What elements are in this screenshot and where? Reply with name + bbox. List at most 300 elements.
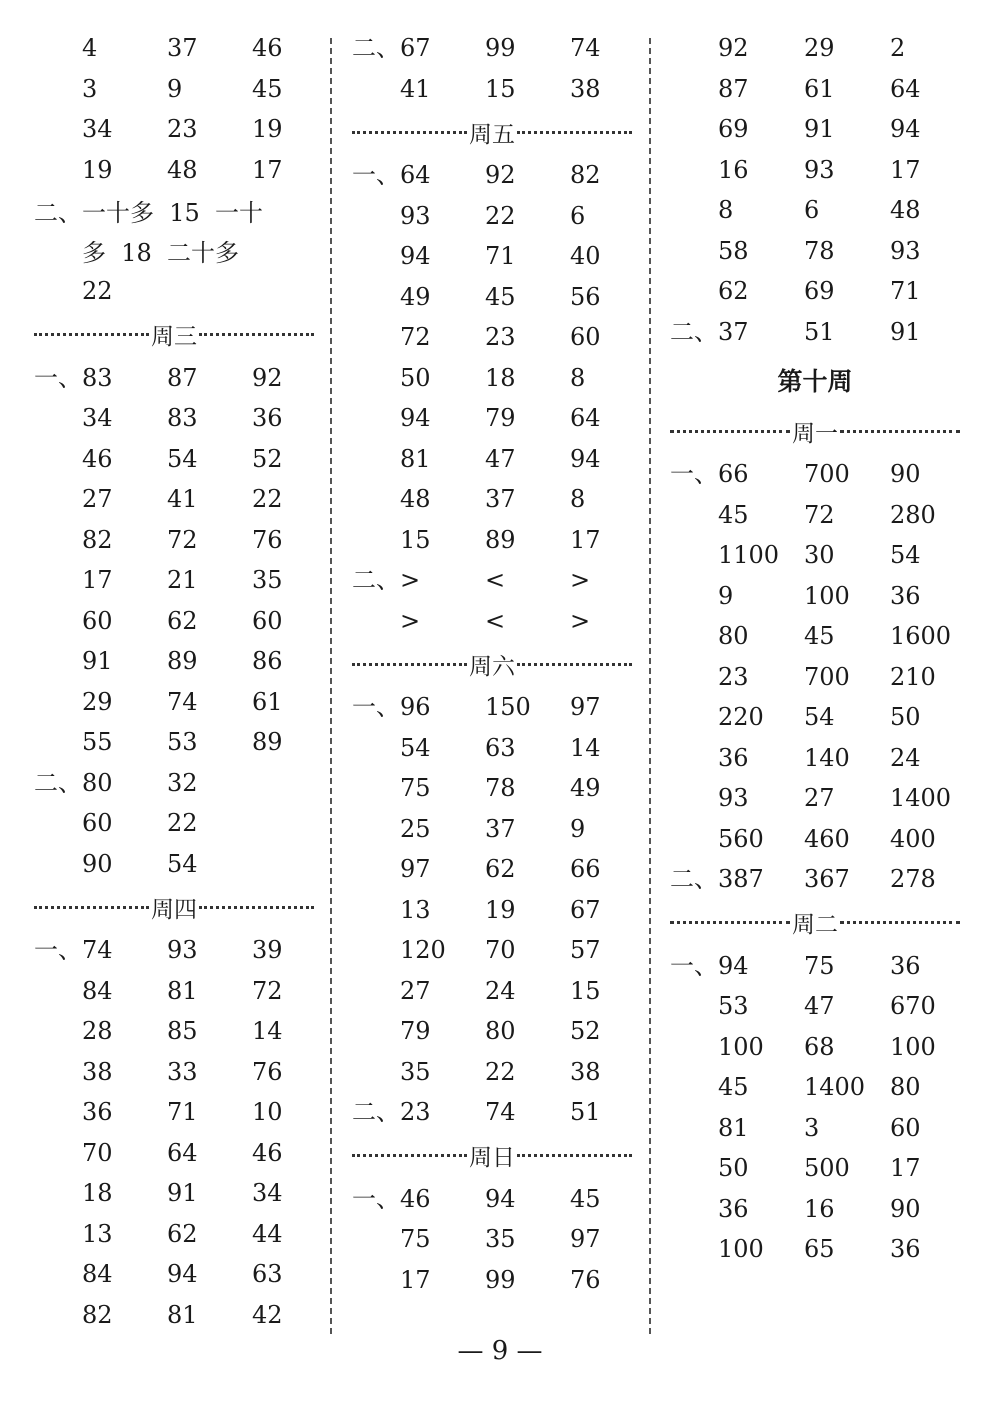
answer-value: 91 — [804, 115, 835, 144]
answer-value: 62 — [718, 277, 749, 306]
answer-value: 70 — [485, 936, 516, 965]
answer-value: 89 — [252, 728, 283, 757]
answer-value: 80 — [718, 622, 749, 651]
answer-value: 94 — [890, 115, 921, 144]
answer-value: 41 — [400, 74, 431, 103]
answer-value: 210 — [890, 662, 936, 691]
answer-value: 45 — [718, 1073, 749, 1102]
answer-value: 4 — [82, 34, 98, 63]
answer-value: 29 — [82, 687, 113, 716]
answer-row — [670, 190, 960, 231]
answer-value: 45 — [718, 500, 749, 529]
answer-row — [34, 930, 314, 971]
answer-value: 49 — [570, 774, 601, 803]
answer-row — [34, 682, 314, 723]
answer-value: 60 — [82, 809, 113, 838]
answer-row — [670, 495, 960, 536]
answer-value: 79 — [400, 1017, 431, 1046]
answer-row — [34, 439, 314, 480]
answer-value: 60 — [82, 606, 113, 635]
answer-value: 16 — [804, 1194, 835, 1223]
answer-row — [352, 1260, 632, 1301]
answer-value: 45 — [252, 74, 283, 103]
answer-row — [352, 277, 632, 318]
answer-value: 23 — [167, 115, 198, 144]
answer-value: 17 — [890, 1154, 921, 1183]
answer-value: 62 — [485, 855, 516, 884]
answer-row — [670, 312, 960, 353]
answer-value: 120 — [400, 936, 446, 965]
answer-value: 75 — [400, 1225, 431, 1254]
answer-row — [670, 946, 960, 987]
answer-row — [670, 454, 960, 495]
question-label: 一、 — [670, 460, 718, 489]
part1-block — [670, 946, 960, 1270]
part1-block — [34, 930, 314, 1335]
answer-value: 78 — [804, 236, 835, 265]
answer-row — [670, 1067, 960, 1108]
answer-value: > — [400, 566, 421, 595]
answer-value: 71 — [890, 277, 921, 306]
answer-value: 6 — [804, 196, 820, 225]
question-label: 二、 — [34, 768, 82, 797]
answer-value: 45 — [485, 282, 516, 311]
answer-value: 72 — [252, 976, 283, 1005]
dotted-leader — [840, 430, 960, 433]
answer-value: 38 — [570, 74, 601, 103]
answer-value: 90 — [82, 849, 113, 878]
day-header-sat — [352, 641, 632, 687]
answer-value: 74 — [167, 687, 198, 716]
answer-value: 74 — [485, 1098, 516, 1127]
answer-value: 69 — [718, 115, 749, 144]
answer-value: 17 — [82, 566, 113, 595]
answer-row — [34, 520, 314, 561]
answer-row — [352, 768, 632, 809]
answer-value: 9 — [570, 814, 586, 843]
answer-value: 52 — [252, 444, 283, 473]
answer-row — [34, 398, 314, 439]
answer-row — [34, 1214, 314, 1255]
answer-value: 69 — [804, 277, 835, 306]
answer-value: 24 — [890, 743, 921, 772]
day-title: 周日 — [469, 1145, 515, 1171]
day-header-mon — [670, 408, 960, 454]
answer-row — [670, 657, 960, 698]
answer-value: 45 — [570, 1184, 601, 1213]
answer-value: 83 — [167, 404, 198, 433]
question-label: 二、 — [352, 1098, 400, 1127]
answer-value: 46 — [252, 34, 283, 63]
question-label: 一、 — [352, 1184, 400, 1213]
answer-value: 25 — [400, 814, 431, 843]
answer-value: 1600 — [890, 622, 952, 651]
answer-row — [34, 844, 314, 885]
part1-block — [352, 687, 632, 1092]
question-label: 一、 — [352, 693, 400, 722]
answer-value: 45 — [804, 622, 835, 651]
answer-value: 140 — [804, 743, 850, 772]
answer-value: 81 — [167, 976, 198, 1005]
answer-value: > — [400, 606, 421, 635]
answer-value: 94 — [485, 1184, 516, 1213]
answer-value: 93 — [400, 201, 431, 230]
answer-value: 41 — [167, 485, 198, 514]
part2-block — [670, 312, 960, 353]
answer-value: 34 — [82, 115, 113, 144]
answer-value: 97 — [400, 855, 431, 884]
answer-value: 94 — [167, 1260, 198, 1289]
answer-value: 46 — [252, 1138, 283, 1167]
answer-value: 18 — [485, 363, 516, 392]
answer-value: 100 — [718, 1032, 764, 1061]
answer-row — [34, 1295, 314, 1336]
answer-value: 64 — [570, 404, 601, 433]
answer-value: 2 — [890, 34, 906, 63]
answer-value: 23 — [718, 662, 749, 691]
answer-row — [352, 439, 632, 480]
answer-value: 72 — [804, 500, 835, 529]
answer-row — [670, 1027, 960, 1068]
dotted-leader — [670, 921, 790, 924]
answer-value: 22 — [485, 201, 516, 230]
answer-row — [34, 1133, 314, 1174]
answer-value: 66 — [718, 460, 749, 489]
answer-row — [670, 150, 960, 191]
answer-row — [34, 641, 314, 682]
answer-value: 36 — [890, 1235, 921, 1264]
answer-value: 17 — [400, 1265, 431, 1294]
answer-row — [352, 1179, 632, 1220]
answer-value: 62 — [167, 1219, 198, 1248]
answer-value: 3 — [82, 74, 98, 103]
answer-value: 23 — [400, 1098, 431, 1127]
part2-text-line: 22 — [82, 277, 113, 306]
answer-value: 48 — [400, 485, 431, 514]
answer-value: 400 — [890, 824, 936, 853]
dotted-leader — [34, 906, 149, 909]
answer-value: 76 — [570, 1265, 601, 1294]
answer-value: 8 — [570, 485, 586, 514]
answer-value: 1100 — [718, 541, 780, 570]
answer-value: 8 — [718, 196, 734, 225]
answer-row — [352, 236, 632, 277]
answer-value: 85 — [167, 1017, 198, 1046]
answer-value: 220 — [718, 703, 764, 732]
answer-value: 367 — [804, 865, 850, 894]
answer-value: 27 — [82, 485, 113, 514]
answer-value: 71 — [167, 1098, 198, 1127]
day-title: 周一 — [792, 420, 838, 447]
answer-value: 17 — [252, 155, 283, 184]
part1-block — [352, 155, 632, 560]
day-header-sun — [352, 1133, 632, 1179]
answer-value: 64 — [890, 74, 921, 103]
answer-value: 92 — [718, 34, 749, 63]
answer-value: 75 — [804, 951, 835, 980]
answer-value: 67 — [570, 895, 601, 924]
day-title: 周六 — [469, 653, 515, 680]
day-title: 周五 — [469, 121, 515, 148]
answer-column-1 — [34, 28, 314, 1335]
answer-value: 22 — [485, 1057, 516, 1086]
answer-value: 91 — [82, 647, 113, 676]
answer-value: 14 — [252, 1017, 283, 1046]
answer-value: 60 — [570, 323, 601, 352]
answer-value: 10 — [252, 1098, 283, 1127]
answer-row — [670, 738, 960, 779]
answer-row — [34, 28, 314, 69]
answer-value: 27 — [400, 976, 431, 1005]
column-divider-left — [330, 38, 332, 1334]
answer-value: 64 — [167, 1138, 198, 1167]
dotted-leader — [517, 1154, 632, 1157]
answer-value: 53 — [718, 992, 749, 1021]
answer-value: 37 — [485, 485, 516, 514]
answer-value: 84 — [82, 1260, 113, 1289]
answer-value: 54 — [890, 541, 921, 570]
answer-value: 13 — [82, 1219, 113, 1248]
answer-row — [352, 809, 632, 850]
answer-row — [670, 69, 960, 110]
answer-row — [352, 1092, 632, 1133]
answer-row — [34, 560, 314, 601]
answer-row — [670, 986, 960, 1027]
question-label: 一、 — [670, 951, 718, 980]
dotted-leader — [352, 663, 467, 666]
dotted-leader — [352, 131, 467, 134]
day-title: 周三 — [151, 324, 197, 350]
answer-row — [670, 697, 960, 738]
answer-value: 50 — [400, 363, 431, 392]
answer-value: 76 — [252, 525, 283, 554]
answer-value: 80 — [890, 1073, 921, 1102]
answer-row — [670, 616, 960, 657]
answer-value: 8 — [570, 363, 586, 392]
answer-value: 21 — [167, 566, 198, 595]
part2-block — [352, 1092, 632, 1133]
answer-value: 54 — [400, 733, 431, 762]
answer-value: 67 — [400, 34, 431, 63]
answer-value: 60 — [252, 606, 283, 635]
answer-value: 79 — [485, 404, 516, 433]
question-label: 二、 — [670, 317, 718, 346]
answer-value: 50 — [718, 1154, 749, 1183]
answer-value: 36 — [82, 1098, 113, 1127]
answer-row — [352, 28, 632, 69]
answer-row — [670, 109, 960, 150]
answer-value: 9 — [167, 74, 183, 103]
answer-value: 94 — [400, 404, 431, 433]
answer-value: 91 — [167, 1179, 198, 1208]
answer-value: 74 — [570, 34, 601, 63]
answer-value: 280 — [890, 500, 936, 529]
page-number: — 9 — — [457, 1336, 543, 1366]
dotted-leader — [517, 663, 632, 666]
answer-row — [34, 1254, 314, 1295]
answer-value: 500 — [804, 1154, 850, 1183]
answer-value: 13 — [400, 895, 431, 924]
answer-value: 75 — [400, 774, 431, 803]
answer-row — [352, 1011, 632, 1052]
answer-value: 86 — [252, 647, 283, 676]
column-divider-right — [649, 38, 651, 1334]
answer-row — [34, 1092, 314, 1133]
answer-value: 22 — [167, 809, 198, 838]
part1-block — [352, 1179, 632, 1301]
answer-value: 40 — [570, 242, 601, 271]
answer-value: 54 — [804, 703, 835, 732]
answer-row — [352, 155, 632, 196]
answer-value: 94 — [718, 951, 749, 980]
answer-value: 57 — [570, 936, 601, 965]
answer-value: 1400 — [890, 784, 952, 813]
answer-value: 36 — [718, 743, 749, 772]
answer-value: 74 — [82, 936, 113, 965]
answer-value: 33 — [167, 1057, 198, 1086]
answer-value: 99 — [485, 1265, 516, 1294]
answer-value: 99 — [485, 34, 516, 63]
answer-value: 96 — [400, 693, 431, 722]
answer-value: 71 — [485, 242, 516, 271]
answer-value: 91 — [890, 317, 921, 346]
answer-row — [670, 1229, 960, 1270]
answer-value: 82 — [82, 1300, 113, 1329]
answer-value: 78 — [485, 774, 516, 803]
answer-row — [34, 1052, 314, 1093]
answer-value: 670 — [890, 992, 936, 1021]
answer-value: 36 — [890, 581, 921, 610]
answer-value: 65 — [804, 1235, 835, 1264]
answer-value: 100 — [718, 1235, 764, 1264]
part2-block — [34, 763, 314, 885]
answer-value: 460 — [804, 824, 850, 853]
answer-value: 66 — [570, 855, 601, 884]
answer-value: 100 — [804, 581, 850, 610]
answer-value: 278 — [890, 865, 936, 894]
answer-value: 93 — [890, 236, 921, 265]
answer-row — [670, 576, 960, 617]
answer-value: 46 — [82, 444, 113, 473]
answer-row — [34, 69, 314, 110]
dotted-leader — [34, 333, 149, 336]
answer-value: 81 — [400, 444, 431, 473]
answer-value: 6 — [570, 201, 586, 230]
answer-row — [352, 317, 632, 358]
intro-block — [34, 28, 314, 190]
answer-value: 19 — [252, 115, 283, 144]
day-header-thu — [34, 884, 314, 930]
answer-value: 93 — [718, 784, 749, 813]
intro-block — [352, 28, 632, 109]
answer-value: < — [485, 566, 506, 595]
answer-value: 61 — [252, 687, 283, 716]
answer-value: 150 — [485, 693, 531, 722]
answer-value: 54 — [167, 849, 198, 878]
answer-row — [352, 398, 632, 439]
answer-value: 34 — [82, 404, 113, 433]
answer-row — [34, 1173, 314, 1214]
answer-row — [352, 849, 632, 890]
answer-value: 29 — [804, 34, 835, 63]
answer-value: 55 — [82, 728, 113, 757]
answer-value: 700 — [804, 662, 850, 691]
answer-value: 17 — [570, 525, 601, 554]
answer-value: 52 — [570, 1017, 601, 1046]
day-header-wed — [34, 312, 314, 358]
answer-value: 76 — [252, 1057, 283, 1086]
dotted-leader — [840, 921, 960, 924]
answer-value: 32 — [167, 768, 198, 797]
question-label: 二、 — [352, 566, 400, 595]
answer-value: 51 — [804, 317, 835, 346]
answer-value: 44 — [252, 1219, 283, 1248]
answer-value: 15 — [485, 74, 516, 103]
answer-value: 61 — [804, 74, 835, 103]
answer-value: 36 — [718, 1194, 749, 1223]
dotted-leader — [670, 430, 790, 433]
answer-row — [352, 520, 632, 561]
question-label: 一、 — [352, 161, 400, 190]
answer-value: 15 — [570, 976, 601, 1005]
question-label: 一、 — [34, 936, 82, 965]
answer-value: 72 — [167, 525, 198, 554]
answer-value: 90 — [890, 1194, 921, 1223]
answer-value: 70 — [82, 1138, 113, 1167]
answer-value: 700 — [804, 460, 850, 489]
answer-value: 27 — [804, 784, 835, 813]
answer-column-3 — [670, 28, 960, 1270]
answer-row — [352, 1052, 632, 1093]
answer-value: 17 — [890, 155, 921, 184]
answer-value: > — [570, 566, 591, 595]
answer-row — [670, 535, 960, 576]
answer-value: 62 — [167, 606, 198, 635]
answer-value: 35 — [485, 1225, 516, 1254]
answer-value: 89 — [167, 647, 198, 676]
answer-value: 63 — [252, 1260, 283, 1289]
answer-value: 9 — [718, 581, 734, 610]
answer-value: 39 — [252, 936, 283, 965]
answer-value: 64 — [400, 161, 431, 190]
answer-value: < — [485, 606, 506, 635]
answer-value: 51 — [570, 1098, 601, 1127]
answer-value: 23 — [485, 323, 516, 352]
answer-value: 56 — [570, 282, 601, 311]
intro-block — [670, 28, 960, 312]
answer-value: 63 — [485, 733, 516, 762]
answer-row — [352, 69, 632, 110]
answer-value: 82 — [82, 525, 113, 554]
answer-value: 97 — [570, 693, 601, 722]
answer-value: 84 — [82, 976, 113, 1005]
answer-row — [670, 859, 960, 900]
answer-value: 81 — [167, 1300, 198, 1329]
answer-row — [34, 1011, 314, 1052]
answer-value: 560 — [718, 824, 764, 853]
answer-value: 38 — [82, 1057, 113, 1086]
answer-value: 1400 — [804, 1073, 866, 1102]
part1-block — [34, 358, 314, 763]
question-label: 二、 — [352, 34, 400, 63]
answer-value: 100 — [890, 1032, 936, 1061]
dotted-leader — [352, 1154, 467, 1157]
answer-value: 47 — [804, 992, 835, 1021]
answer-value: 49 — [400, 282, 431, 311]
answer-value: 94 — [400, 242, 431, 271]
answer-value: 82 — [570, 161, 601, 190]
question-label: 一、 — [34, 363, 82, 392]
